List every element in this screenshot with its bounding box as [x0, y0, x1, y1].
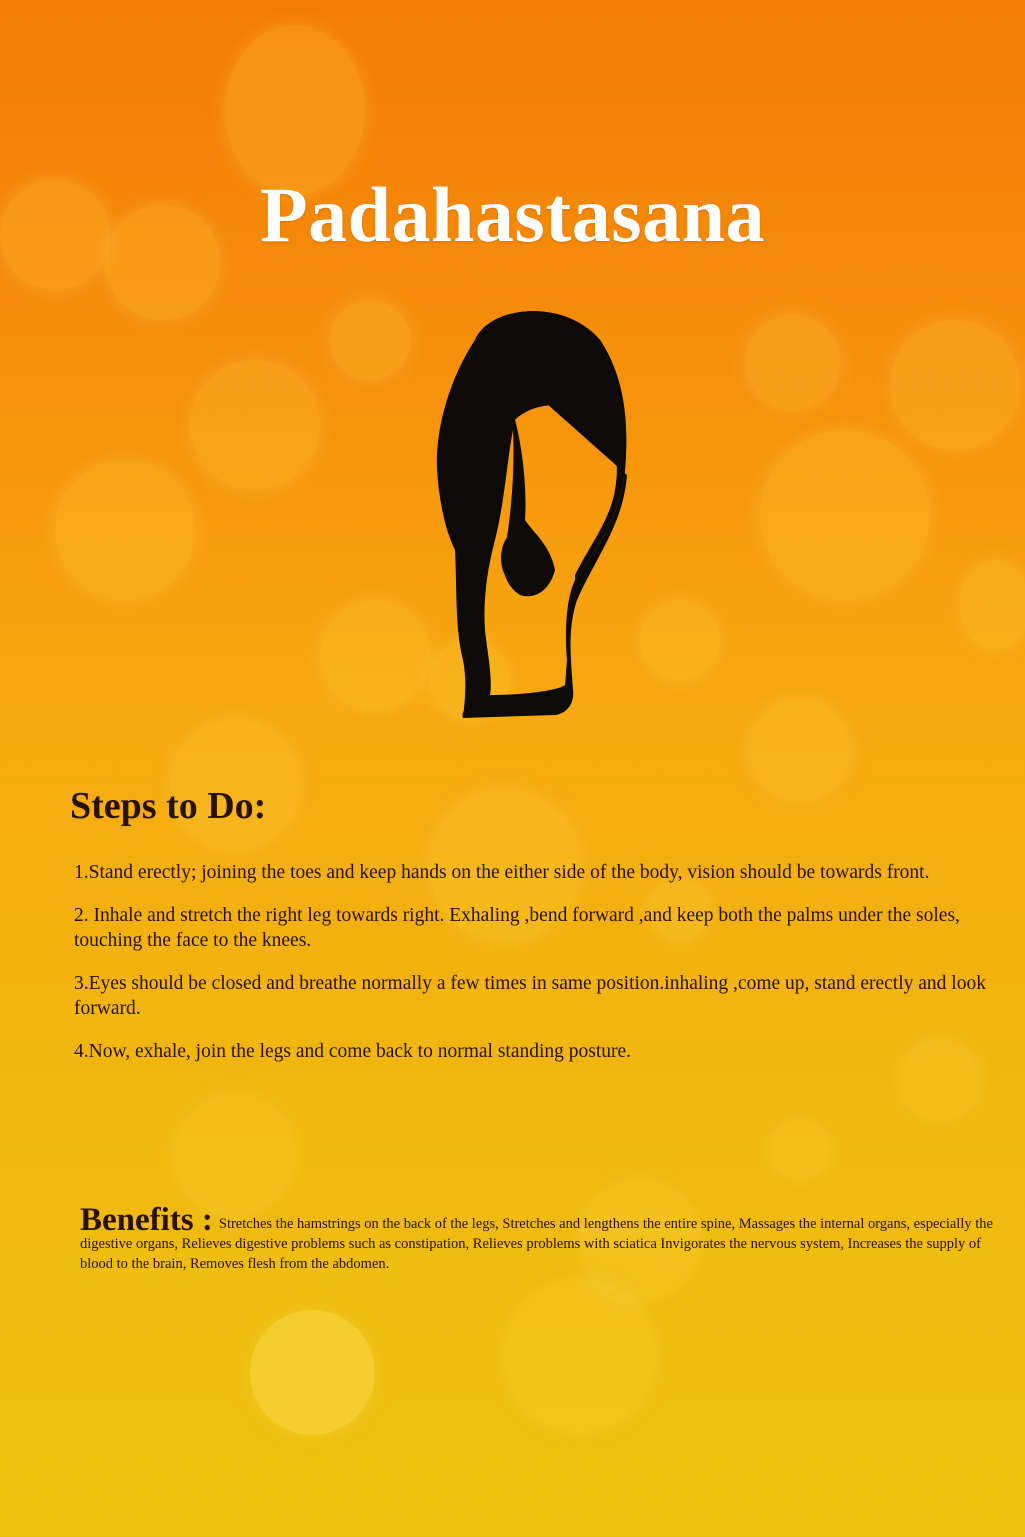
page-title: Padahastasana [260, 171, 765, 258]
step-item-1: 1.Stand erectly; joining the toes and keep hands on the either side of the body, vision should be towards front. [74, 862, 930, 883]
steps-heading: Steps to Do: [70, 785, 267, 827]
forward-bend-silhouette-icon [415, 300, 645, 730]
step-item-3: 3.Eyes should be closed and breathe normally a few times in same position.inhaling ,come up, stand erectly and look forward. [74, 973, 986, 1019]
benefits-label: Benefits : [80, 1202, 213, 1238]
step-item-4: 4.Now, exhale, join the legs and come back to normal standing posture. [74, 1041, 632, 1062]
step-item-2: 2. Inhale and stretch the right leg towards right. Exhaling ,bend forward ,and keep both the palms under the soles, touching the face to the knees. [74, 905, 960, 951]
steps-list [74, 860, 1014, 1082]
benefits-text: Stretches the hamstrings on the back of the legs, Stretches and lengthens the entire spine, Massages the internal organs, especially the digestive organs, Relieves digestive problems such as constipation, Relieves problems with sciatica Invigorates the nervous system, Increases the supply of blood to the brain, Removes flesh from the abdomen. [80, 1216, 993, 1272]
benefits-section [80, 1202, 1000, 1274]
